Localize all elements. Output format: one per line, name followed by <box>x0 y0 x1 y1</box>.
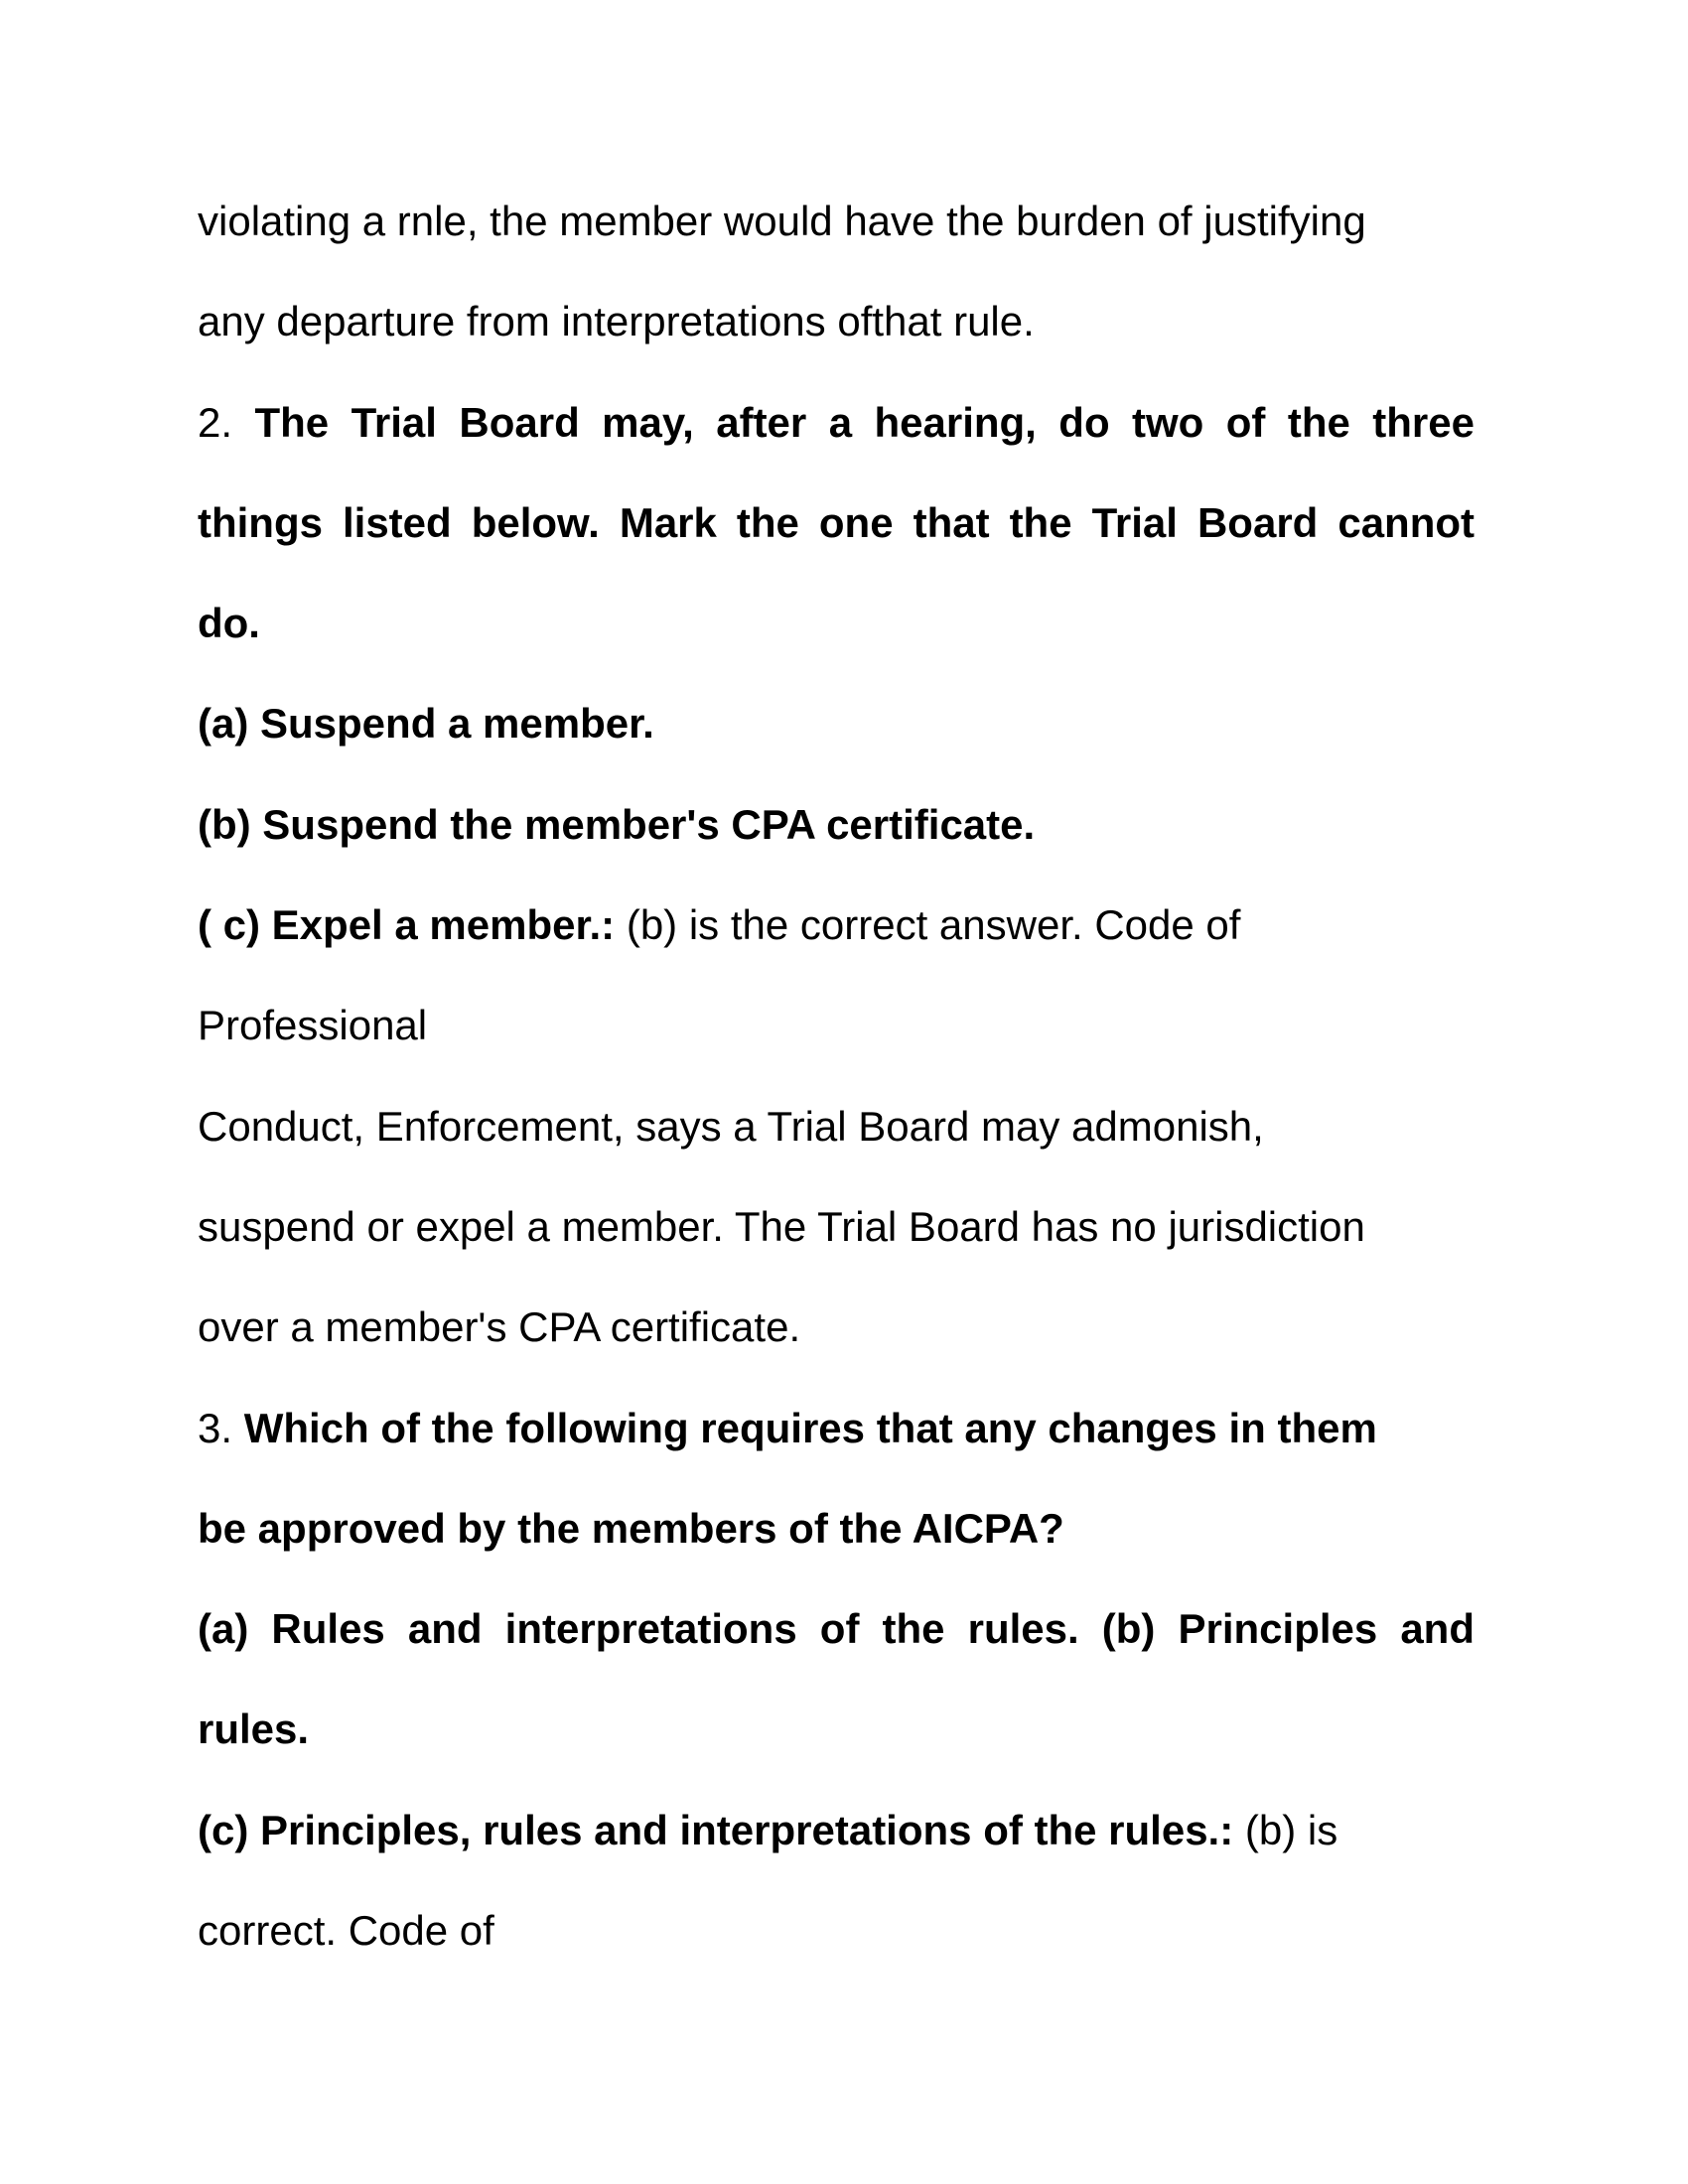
text-line <box>198 1176 1475 1277</box>
text-line <box>198 1780 1475 1880</box>
body-text: (b) is the correct answer. Code of <box>615 901 1241 949</box>
text-line <box>198 774 1475 875</box>
text-line <box>198 1076 1475 1176</box>
document-page <box>198 171 1475 1980</box>
body-text: suspend or expel a member. The Trial Board has no jurisdiction <box>198 1202 1365 1250</box>
body-text: (b) is <box>1233 1806 1338 1853</box>
bold-text: (a) Rules and interpretations of the rules. (b) Principles and <box>198 1605 1475 1653</box>
body-text: Professional <box>198 1002 428 1049</box>
text-line <box>198 673 1475 773</box>
text-line <box>198 875 1475 975</box>
body-text: any departure from interpretations ofthat rule. <box>198 298 1035 345</box>
bold-text: (a) Suspend a member. <box>198 700 654 748</box>
text-line <box>198 372 1475 473</box>
text-line <box>198 1679 1475 1779</box>
body-text: violating a rnle, the member would have the burden of justifying <box>198 198 1366 244</box>
bold-text: Which of the following requires that any changes in them <box>243 1404 1377 1451</box>
text-line <box>198 573 1475 673</box>
body-text: over a member's CPA certificate. <box>198 1303 801 1351</box>
bold-text: things listed below. Mark the one that the Trial Board cannot <box>198 498 1475 546</box>
bold-text: The Trial Board may, after a hearing, do two of the three <box>254 398 1475 446</box>
text-line <box>198 1277 1475 1377</box>
text-line <box>198 271 1475 371</box>
text-line <box>198 975 1475 1075</box>
text-line <box>198 1880 1475 1980</box>
text-line <box>198 1478 1475 1578</box>
body-text: Conduct, Enforcement, says a Trial Board may admonish, <box>198 1102 1264 1150</box>
bold-text: do. <box>198 600 260 647</box>
bold-text: ( c) Expel a member.: <box>198 901 616 949</box>
bold-text: be approved by the members of the AICPA? <box>198 1504 1064 1552</box>
bold-text: (b) Suspend the member's CPA certificate. <box>198 800 1036 848</box>
text-line <box>198 473 1475 573</box>
bold-text: rules. <box>198 1706 310 1753</box>
text-line <box>198 1378 1475 1478</box>
question-number: 3. <box>198 1404 244 1451</box>
body-text: correct. Code of <box>198 1907 494 1955</box>
bold-text: (c) Principles, rules and interpretations of the rules.: <box>198 1806 1234 1853</box>
text-line <box>198 171 1475 271</box>
text-line <box>198 1578 1475 1679</box>
question-number: 2. <box>198 398 255 446</box>
